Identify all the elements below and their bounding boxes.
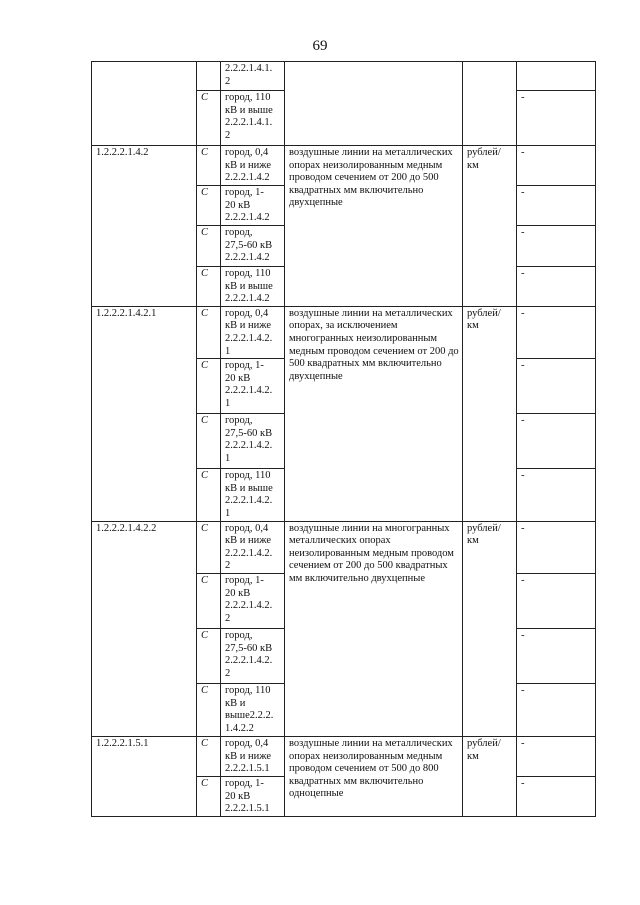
value-cell: -: [517, 91, 596, 146]
unit-cell: рублей/ км: [463, 306, 517, 521]
category-letter: С: [197, 91, 221, 146]
value-cell: -: [517, 628, 596, 683]
item-code: 1.2.2.2.1.4.2.2: [92, 521, 197, 736]
territory-cell: город, 110 кВ и выше2.2.2. 1.4.2.2: [221, 683, 285, 736]
value-cell: -: [517, 573, 596, 628]
category-letter: С: [197, 683, 221, 736]
territory-cell: город, 0,4 кВ и ниже 2.2.2.1.4.2. 1: [221, 306, 285, 358]
table-row: [92, 62, 596, 91]
territory-cell: город, 1- 20 кВ 2.2.2.1.4.2: [221, 186, 285, 226]
territory-cell: город, 27,5-60 кВ 2.2.2.1.4.2: [221, 226, 285, 267]
territory-cell: город, 0,4 кВ и ниже 2.2.2.1.4.2: [221, 146, 285, 186]
value-cell: -: [517, 683, 596, 736]
unit-cell: [463, 62, 517, 146]
table-row: [92, 736, 596, 776]
value-cell: -: [517, 186, 596, 226]
value-cell: -: [517, 267, 596, 307]
territory-cell: город, 0,4 кВ и ниже 2.2.2.1.4.2. 2: [221, 521, 285, 573]
category-letter: С: [197, 776, 221, 816]
territory-cell: город, 27,5-60 кВ 2.2.2.1.4.2. 1: [221, 414, 285, 469]
territory-cell: город, 110 кВ и выше 2.2.2.1.4.1. 2: [221, 91, 285, 146]
item-code: 1.2.2.2.1.4.2: [92, 146, 197, 307]
category-letter: С: [197, 573, 221, 628]
category-letter: С: [197, 267, 221, 307]
item-code: 1.2.2.2.1.5.1: [92, 736, 197, 816]
value-cell: -: [517, 359, 596, 414]
category-letter: С: [197, 414, 221, 469]
value-cell: -: [517, 226, 596, 267]
line-description: воздушные линии на металлических опорах неизолированным медным проводом сечением от 500 до 800 квадратных мм включительно одноцепные: [285, 736, 463, 816]
category-letter: [197, 62, 221, 91]
line-description: [285, 62, 463, 146]
tariff-table: [91, 61, 596, 817]
territory-cell: город, 110 кВ и выше 2.2.2.1.4.2. 1: [221, 469, 285, 521]
value-cell: -: [517, 736, 596, 776]
category-letter: С: [197, 736, 221, 776]
territory-cell: город, 27,5-60 кВ 2.2.2.1.4.2. 2: [221, 628, 285, 683]
value-cell: -: [517, 306, 596, 358]
table-row: [92, 146, 596, 186]
category-letter: С: [197, 306, 221, 358]
value-cell: [517, 62, 596, 91]
territory-cell: город, 0,4 кВ и ниже 2.2.2.1.5.1: [221, 736, 285, 776]
item-code: [92, 62, 197, 146]
category-letter: С: [197, 226, 221, 267]
value-cell: -: [517, 414, 596, 469]
territory-cell: город, 1- 20 кВ 2.2.2.1.5.1: [221, 776, 285, 816]
value-cell: -: [517, 146, 596, 186]
unit-cell: рублей/ км: [463, 146, 517, 307]
category-letter: С: [197, 469, 221, 521]
line-description: воздушные линии на многогранных металлических опорах неизолированным медным проводом сечением от 200 до 500 квадратных мм включительно двухцепные: [285, 521, 463, 736]
territory-cell: город, 1- 20 кВ 2.2.2.1.4.2. 1: [221, 359, 285, 414]
value-cell: -: [517, 776, 596, 816]
territory-cell: 2.2.2.1.4.1. 2: [221, 62, 285, 91]
category-letter: С: [197, 146, 221, 186]
unit-cell: рублей/ км: [463, 521, 517, 736]
category-letter: С: [197, 359, 221, 414]
value-cell: -: [517, 521, 596, 573]
category-letter: С: [197, 628, 221, 683]
value-cell: -: [517, 469, 596, 521]
territory-cell: город, 110 кВ и выше 2.2.2.1.4.2: [221, 267, 285, 307]
line-description: воздушные линии на металлических опорах, за исключением многогранных неизолированным медным проводом сечением от 200 до 500 квадратных мм включительно двухцепные: [285, 306, 463, 521]
category-letter: С: [197, 521, 221, 573]
item-code: 1.2.2.2.1.4.2.1: [92, 306, 197, 521]
category-letter: С: [197, 186, 221, 226]
table-row: [92, 521, 596, 573]
unit-cell: рублей/ км: [463, 736, 517, 816]
page-number: 69: [312, 38, 328, 54]
territory-cell: город, 1- 20 кВ 2.2.2.1.4.2. 2: [221, 573, 285, 628]
table-row: [92, 306, 596, 358]
line-description: воздушные линии на металлических опорах неизолированным медным проводом сечением от 200 до 500 квадратных мм включительно двухцепные: [285, 146, 463, 307]
